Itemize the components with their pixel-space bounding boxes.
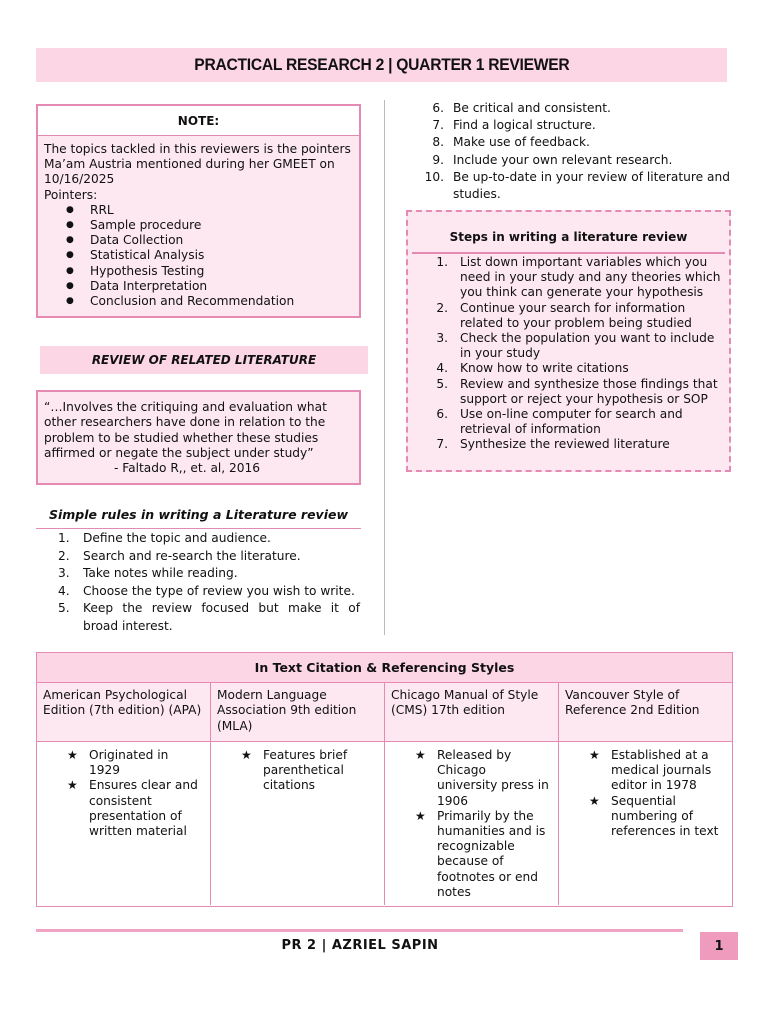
item-number: 3. <box>436 331 448 346</box>
table-row <box>37 742 732 905</box>
rules-continued-list <box>420 100 730 203</box>
column-header-cms: Chicago Manual of Style (CMS) 17th edition <box>385 683 559 741</box>
steps-box <box>406 210 731 472</box>
list-item <box>215 748 380 794</box>
item-text: Released by Chicago university press in 1906 <box>437 748 549 808</box>
list-item <box>428 331 728 361</box>
star-icon: ★ <box>241 748 252 762</box>
table-header-row <box>37 683 732 742</box>
note-pointers-label: Pointers: <box>44 187 98 202</box>
table-cell-cms <box>385 742 559 905</box>
star-icon: ★ <box>415 748 426 762</box>
item-number: 2. <box>436 300 448 315</box>
star-icon: ★ <box>589 748 600 762</box>
list-item: ● Data Collection <box>66 233 353 248</box>
table-cell-mla <box>211 742 385 905</box>
item-number: 1. <box>436 255 448 269</box>
item-text: Continue your search for information related to your problem being studied <box>460 300 692 330</box>
item-text: Take notes while reading. <box>83 566 238 580</box>
list-item <box>389 809 554 900</box>
item-text: List down important variables which you need in your study and any theories which you think can generate your hypothesis <box>460 255 721 300</box>
item-text: Review and synthesize those findings that support or reject your hypothesis or SOP <box>460 376 718 406</box>
table-cell-vancouver <box>559 742 732 905</box>
item-text: Be up-to-date in your review of literature and studies. <box>453 169 730 202</box>
list-item <box>48 565 360 583</box>
item-text: Sequential numbering of references in text <box>611 793 719 839</box>
pointers-list <box>66 203 353 309</box>
footer-divider <box>36 929 683 932</box>
list-item <box>428 361 728 376</box>
list-item <box>48 548 360 566</box>
list-item <box>389 748 554 809</box>
quote-author: - Faltado R,, et. al, 2016 <box>114 461 261 476</box>
item-text: Originated in 1929 <box>89 748 169 778</box>
item-text: Ensures clear and consistent presentation of written material <box>89 778 198 839</box>
list-item <box>48 583 360 601</box>
title-bar <box>36 48 727 82</box>
column-header-apa: American Psychological Edition (7th edition) (APA) <box>37 683 211 741</box>
column-divider <box>384 100 385 635</box>
star-icon: ★ <box>589 793 600 808</box>
list-item: ● Conclusion and Recommendation <box>66 294 353 309</box>
item-number: 6. <box>432 101 444 115</box>
page-number: 1 <box>700 932 738 960</box>
item-text: Be critical and consistent. <box>453 101 611 115</box>
item-number: 6. <box>436 407 448 422</box>
note-heading: NOTE: <box>38 106 359 136</box>
note-intro: The topics tackled in this reviewers is the pointers Ma’am Austria mentioned during her GMEET on 10/16/2025 <box>44 142 351 187</box>
star-icon: ★ <box>415 808 426 823</box>
list-item <box>428 437 728 452</box>
column-header-mla: Modern Language Association 9th edition (MLA) <box>211 683 385 741</box>
page-title: PRACTICAL RESEARCH 2 | QUARTER 1 REVIEWER <box>193 55 570 74</box>
quote-box <box>36 390 361 485</box>
item-text: Established at a medical journals editor in 1978 <box>611 748 712 793</box>
item-number: 3. <box>58 566 70 580</box>
list-item <box>420 134 730 151</box>
item-number: 2. <box>58 548 70 563</box>
item-number: 7. <box>432 118 444 133</box>
list-item <box>420 117 730 134</box>
item-text: Synthesize the reviewed literature <box>460 437 670 452</box>
footer-text: PR 2 | AZRIEL SAPIN <box>281 938 439 953</box>
item-number: 9. <box>432 152 444 167</box>
item-text: Primarily by the humanities and is recognizable because of footnotes or end notes <box>437 808 546 899</box>
steps-list <box>428 255 728 453</box>
item-text: Use on-line computer for search and retrieval of information <box>460 407 683 437</box>
item-text: Choose the type of review you wish to write. <box>83 583 355 598</box>
item-number: 8. <box>432 135 444 150</box>
point-list <box>41 748 206 839</box>
item-number: 4. <box>436 361 448 376</box>
list-item <box>48 530 360 548</box>
item-number: 10. <box>424 169 444 184</box>
rules-heading: Simple rules in writing a Literature review <box>36 505 361 529</box>
list-item: ● Hypothesis Testing <box>66 264 353 279</box>
note-box <box>36 104 361 318</box>
rules-list <box>48 530 360 635</box>
table-cell-apa <box>37 742 211 905</box>
column-header-vancouver: Vancouver Style of Reference 2nd Edition <box>559 683 732 741</box>
item-text: Search and re-search the literature. <box>83 548 301 563</box>
list-item <box>41 778 206 839</box>
list-item: ● RRL <box>66 203 353 218</box>
list-item: ● Data Interpretation <box>66 279 353 294</box>
list-item <box>41 748 206 778</box>
list-item: ● Sample procedure <box>66 218 353 233</box>
star-icon: ★ <box>67 778 78 793</box>
item-text: Find a logical structure. <box>453 118 596 133</box>
point-list <box>215 748 380 794</box>
item-text: Know how to write citations <box>460 361 629 376</box>
item-text: Keep the review focused but make it of broad interest. <box>83 601 360 633</box>
list-item <box>428 407 728 437</box>
citation-table <box>36 652 733 907</box>
item-text: Define the topic and audience. <box>83 531 271 545</box>
item-number: 5. <box>436 376 448 391</box>
star-icon: ★ <box>67 748 78 762</box>
list-item <box>563 748 728 794</box>
point-list <box>389 748 554 900</box>
list-item <box>420 169 730 203</box>
quote-text: “…Involves the critiquing and evaluation what other researchers have done in relation to the problem to be studied whether these studies affirmed or negate the subject under study” <box>44 400 327 460</box>
citation-heading: In Text Citation & Referencing Styles <box>37 653 732 683</box>
list-item: ● Statistical Analysis <box>66 248 353 263</box>
list-item <box>428 255 728 301</box>
item-text: Features brief parenthetical citations <box>263 748 348 793</box>
item-text: Make use of feedback. <box>453 135 590 150</box>
list-item <box>428 377 728 407</box>
list-item <box>420 100 730 117</box>
point-list <box>563 748 728 839</box>
list-item <box>563 794 728 840</box>
list-item <box>428 301 728 331</box>
rrl-heading: REVIEW OF RELATED LITERATURE <box>40 346 368 374</box>
list-item <box>420 152 730 169</box>
item-number: 4. <box>58 583 70 598</box>
steps-heading: Steps in writing a literature review <box>412 222 725 254</box>
item-text: Check the population you want to include in your study <box>460 331 715 361</box>
item-number: 1. <box>58 531 70 545</box>
list-item <box>48 600 360 635</box>
note-body <box>38 136 359 316</box>
item-number: 7. <box>436 437 448 452</box>
item-number: 5. <box>58 601 70 615</box>
item-text: Include your own relevant research. <box>453 152 673 167</box>
